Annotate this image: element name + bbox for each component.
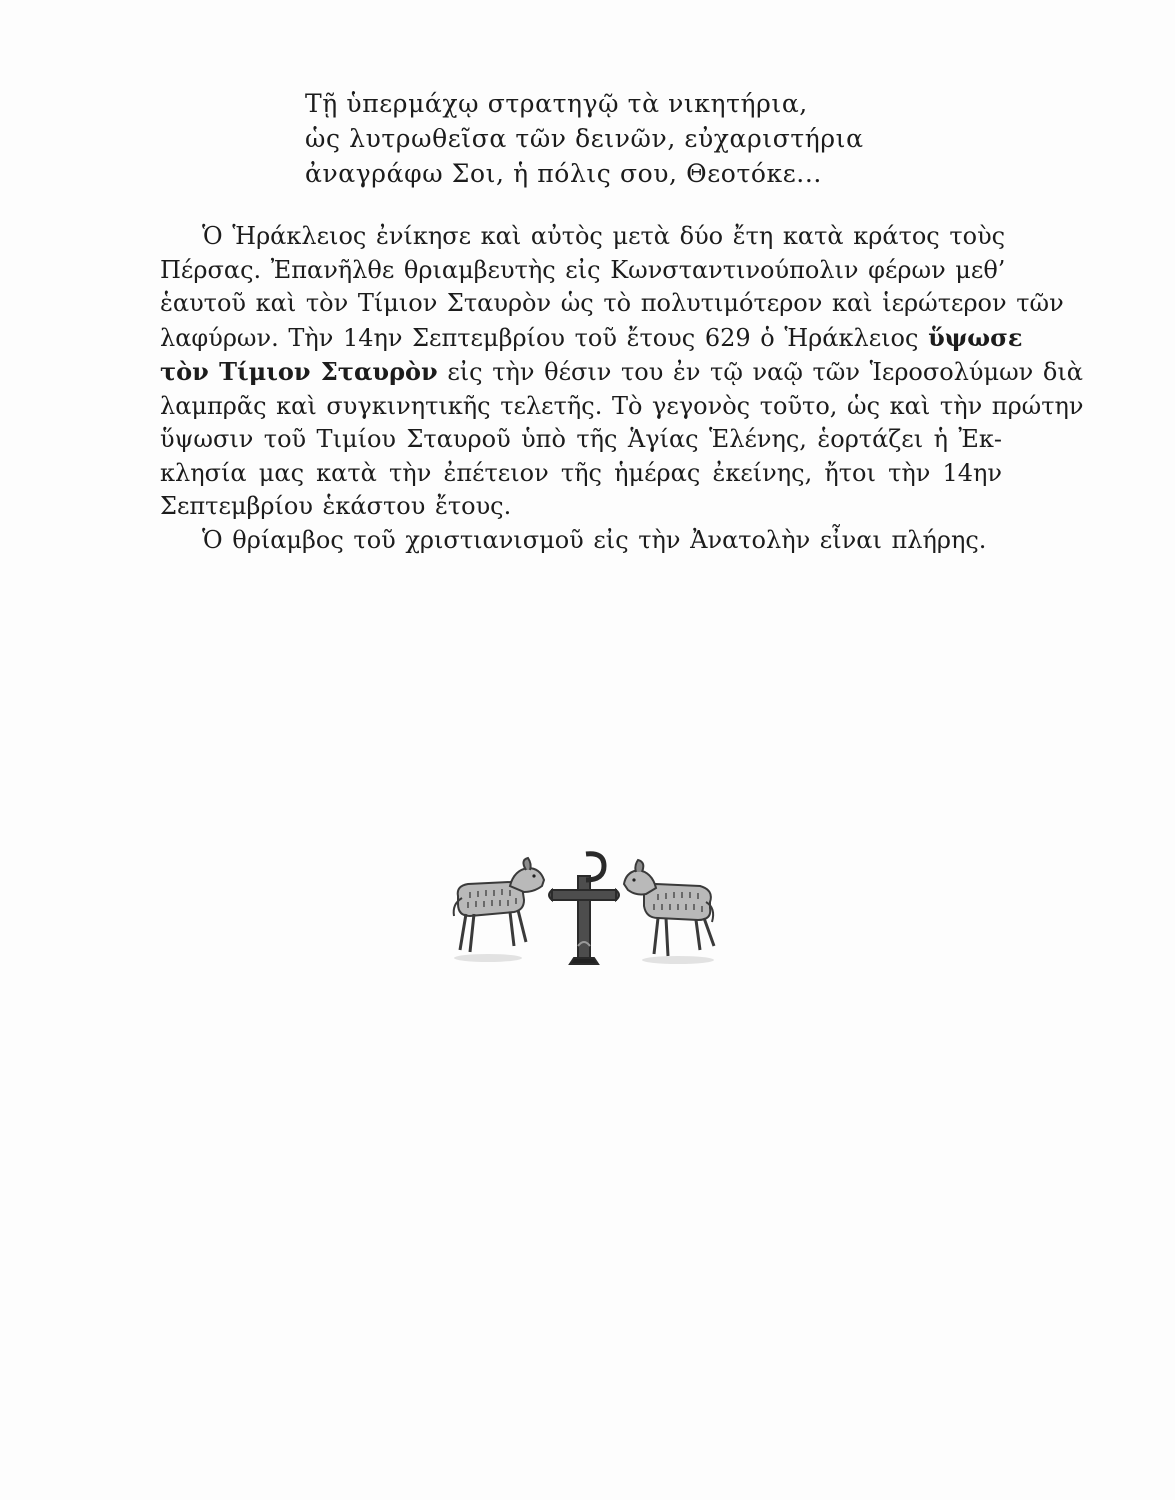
paragraph-text: λαφύρων. Τὴν 14ην Σεπτεμβρίου τοῦ ἔτους 629 ὁ Ἡράκλειος xyxy=(160,323,929,352)
left-lamb-icon xyxy=(454,858,544,952)
paragraph-line: Πέρσας. Ἐπανῆλθε θριαμβευτὴς εἰς Κωνσταντινούπολιν φέρων μεθ’ xyxy=(160,255,1006,284)
paragraph-line: Σεπτεμβρίου ἑκάστου ἔτους. xyxy=(160,492,512,520)
paragraph-line: ὕψωσιν τοῦ Τιμίου Σταυροῦ ὑπὸ τῆς Ἁγίας Ἑλένης, ἑορτάζει ἡ Ἐκ- xyxy=(160,425,1002,453)
hymn-line: Τῇ ὑπερμάχῳ στρατηγῷ τὰ νικητήρια, xyxy=(305,89,808,118)
hymn-line: ὡς λυτρωθεῖσα τῶν δεινῶν, εὐχαριστήρια xyxy=(305,124,864,153)
paragraph-line: λαμπρᾶς καὶ συγκινητικῆς τελετῆς. Τὸ γεγονὸς τοῦτο, ὡς καὶ τὴν πρώτην xyxy=(160,391,1084,420)
paragraph-line: ἑαυτοῦ καὶ τὸν Τίμιον Σταυρὸν ὡς τὸ πολυτιμότερον καὶ ἱερώτερον τῶν xyxy=(160,289,1064,317)
chi-rho-cross-icon xyxy=(549,854,619,964)
body-text xyxy=(160,220,1084,557)
hymn-verse xyxy=(305,86,865,191)
paragraph-line: Ὁ Ἡράκλειος ἐνίκησε καὶ αὐτὸς μετὰ δύο ἔτη κατὰ κράτος τοὺς xyxy=(202,222,1006,250)
emphasized-text: τὸν Τίμιον Σταυρὸν xyxy=(160,357,438,386)
paragraph-line: Ὁ θρίαμβος τοῦ χριστιανισμοῦ εἰς τὴν Ἀνατολὴν εἶναι πλήρης. xyxy=(202,525,987,554)
paragraph-text: εἰς τὴν θέσιν του ἐν τῷ ναῷ τῶν Ἱεροσολύμων διὰ xyxy=(437,358,1083,386)
lambs-cross-emblem-icon xyxy=(448,846,720,976)
right-lamb-icon xyxy=(624,860,714,956)
emphasized-text: ὕψωσε xyxy=(928,322,1023,352)
paragraph-line xyxy=(160,355,1083,390)
hymn-line: ἀναγράφω Σοι, ἡ πόλις σου, Θεοτόκε... xyxy=(305,159,822,188)
paragraph-line xyxy=(160,321,1023,356)
paragraph-line: κλησία μας κατὰ τὴν ἐπέτειον τῆς ἡμέρας ἐκείνης, ἤτοι τὴν 14ην xyxy=(160,458,1002,487)
